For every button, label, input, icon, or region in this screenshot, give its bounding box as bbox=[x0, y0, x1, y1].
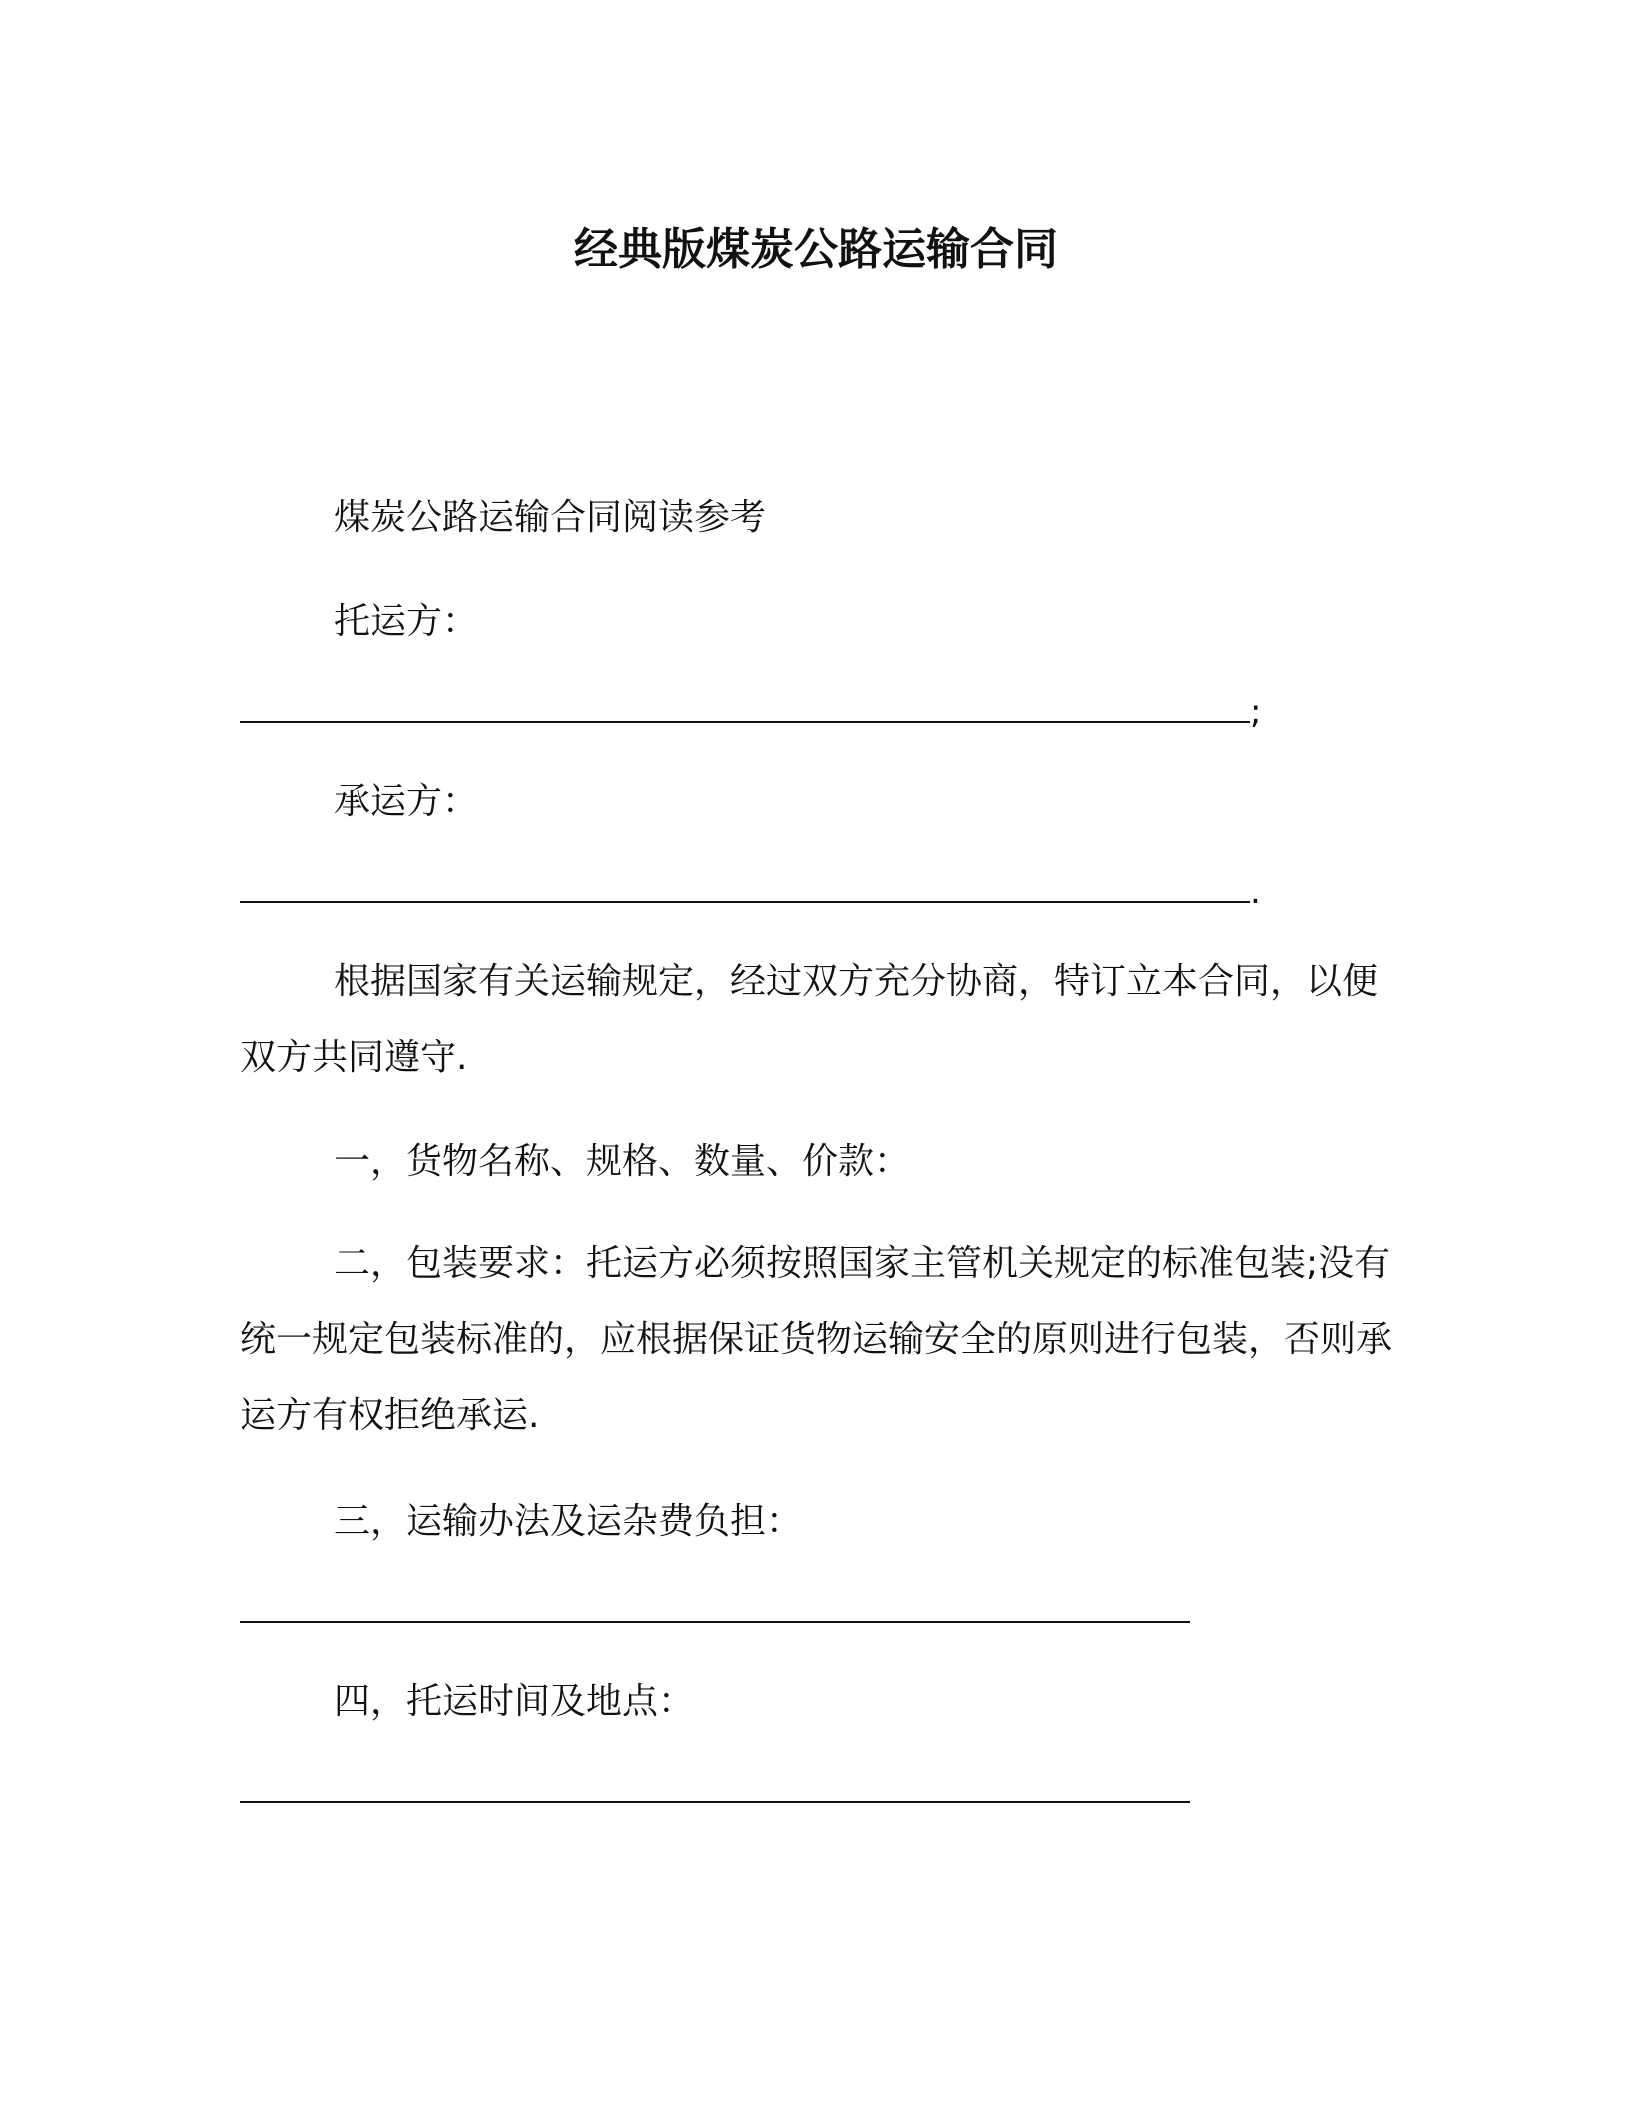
clause-1: 一，货物名称、规格、数量、价款： bbox=[334, 1141, 911, 1182]
carrier-underline bbox=[240, 869, 1250, 903]
document-title: 经典版煤炭公路运输合同 bbox=[574, 224, 1058, 275]
clause-2: 二，包装要求：托运方必须按照国家主管机关规定的标准包装;没有统一规定包装标准的，应根据保证货物运输安全的原则进行包装，否则承运方有权拒绝承运. bbox=[240, 1243, 1393, 1436]
shipper-underline bbox=[240, 689, 1250, 723]
document-subtitle: 煤炭公路运输合同阅读参考 bbox=[334, 497, 767, 538]
clause-4-underline bbox=[240, 1769, 1190, 1803]
shipper-blank-line bbox=[240, 688, 1261, 736]
carrier-blank-line bbox=[240, 868, 1261, 916]
shipper-end-mark: ; bbox=[1250, 692, 1262, 732]
carrier-end-mark: . bbox=[1250, 872, 1261, 912]
carrier-label: 承运方： bbox=[334, 781, 479, 822]
clause-3-underline bbox=[240, 1589, 1190, 1623]
clause-4: 四，托运时间及地点： bbox=[334, 1681, 695, 1722]
intro-paragraph: 根据国家有关运输规定，经过双方充分协商，特订立本合同，以便双方共同遵守. bbox=[240, 961, 1379, 1078]
clause-3-blank-line bbox=[240, 1588, 1190, 1636]
clause-4-blank-line bbox=[240, 1768, 1190, 1816]
shipper-label: 托运方： bbox=[334, 601, 479, 642]
clause-3: 三，运输办法及运杂费负担： bbox=[334, 1501, 803, 1542]
